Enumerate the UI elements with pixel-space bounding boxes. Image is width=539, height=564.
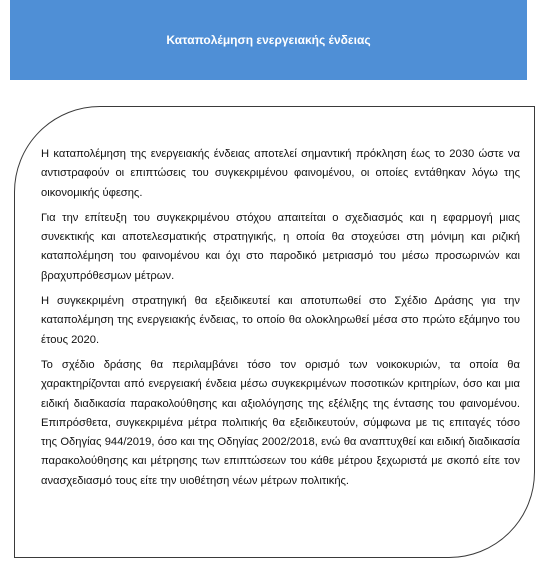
- paragraph-4: Το σχέδιο δράσης θα περιλαμβάνει τόσο τον ορισμό των νοικοκυριών, τα οποία θα χαρακτηρίζονται από ενεργειακή ένδεια μέσω συγκεκριμένων ποσοτικών κριτηρίων, όσο και μια ειδική διαδικασία παρακολούθησης και αξιολόγησης της εξέλιξης της έντασης του φαινομένου. Επιπρόσθετα, συγκεκριμένα μέτρα πολιτικής θα εξειδικευτούν, σύμφωνα με τις επιταγές τόσο της Οδηγίας 944/2019, όσο και της Οδηγίας 2002/2018, ενώ θα αναπτυχθεί και ειδική διαδικασία παρακολούθησης και μέτρησης των επιπτώσεων του κάθε μέτρου ξεχωριστά με σκοπό είτε τον ανασχεδιασμό τους είτε την υιοθέτηση νέων μέτρων πολιτικής.: [41, 358, 520, 487]
- paragraph-2: Για την επίτευξη του συγκεκριμένου στόχου απαιτείται ο σχεδιασμός και η εφαρμογή μιας συνεκτικής και αποτελεσματικής στρατηγικής, η οποία θα στοχεύσει στη μόνιμη και ριζική καταπολέμηση του φαινομένου και όχι στο παροδικό μετριασμό του μέσω προσωρινών και βραχυπρόθεσμων μέτρων.: [41, 211, 520, 282]
- paragraph-3: Η συγκεκριμένη στρατηγική θα εξειδικευτεί και αποτυπωθεί στο Σχέδιο Δράσης για την καταπολέμηση της ενεργειακής ένδειας, το οποίο θα ολοκληρωθεί μέσα στο πρώτο εξάμηνο του έτους 2020.: [41, 295, 520, 346]
- header-banner: [10, 0, 527, 80]
- header-title: Καταπολέμηση ενεργειακής ένδειας: [166, 33, 371, 47]
- paragraph-1: Η καταπολέμηση της ενεργειακής ένδειας αποτελεί σημαντική πρόκληση έως το 2030 ώστε να αντιστραφούν οι επιπτώσεις του συγκεκριμένου φαινομένου, οι οποίες εντάθηκαν λόγω της οικονομικής ύφεσης.: [41, 148, 520, 199]
- content-box: [14, 106, 535, 558]
